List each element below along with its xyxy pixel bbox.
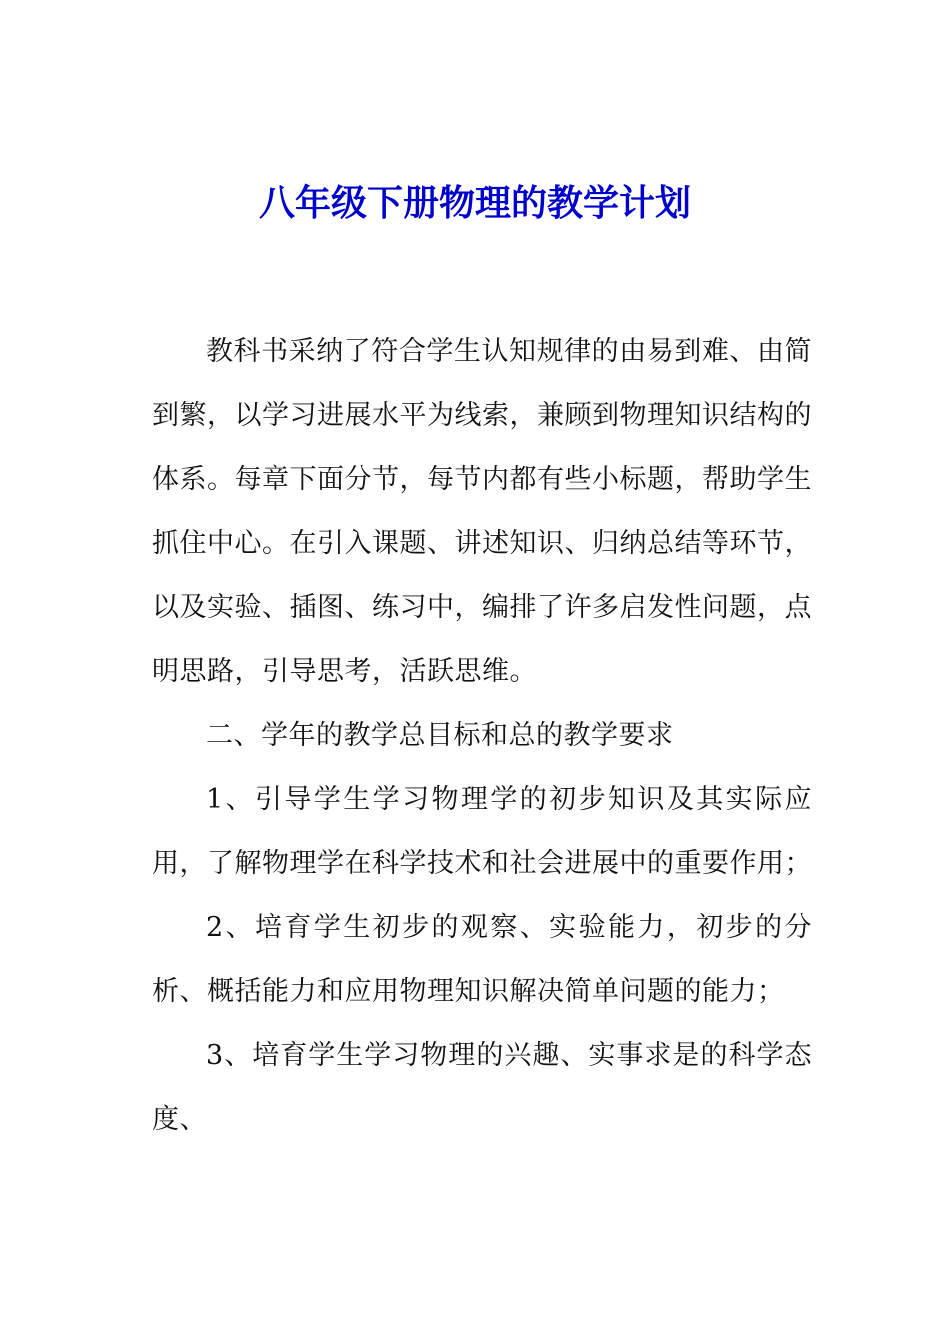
paragraph-goal-2: 2、培育学生初步的观察、实验能力，初步的分析、概括能力和应用物理知识解决简单问题的能力； [152, 912, 812, 1007]
paragraph-goal-3: 3、培育学生学习物理的兴趣、实事求是的科学态度、 [152, 1040, 812, 1135]
document-title: 八年级下册物理的教学计划 [258, 183, 691, 224]
paragraph-goal-1: 1、引导学生学习物理学的初步知识及其实际应用，了解物理学在科学技术和社会进展中的重要作用； [152, 784, 812, 879]
paragraph-section-heading: 二、学年的教学总目标和总的教学要求 [206, 720, 674, 751]
document-body [152, 320, 812, 1152]
paragraph-intro: 教科书采纳了符合学生认知规律的由易到难、由简到繁，以学习进展水平为线索，兼顾到物理知识结构的体系。每章下面分节，每节内都有些小标题，帮助学生抓住中心。在引入课题、讲述知识、归纳总结等环节，以及实验、插图、练习中，编排了许多启发性问题，点明思路，引导思考，活跃思维。 [152, 336, 812, 687]
